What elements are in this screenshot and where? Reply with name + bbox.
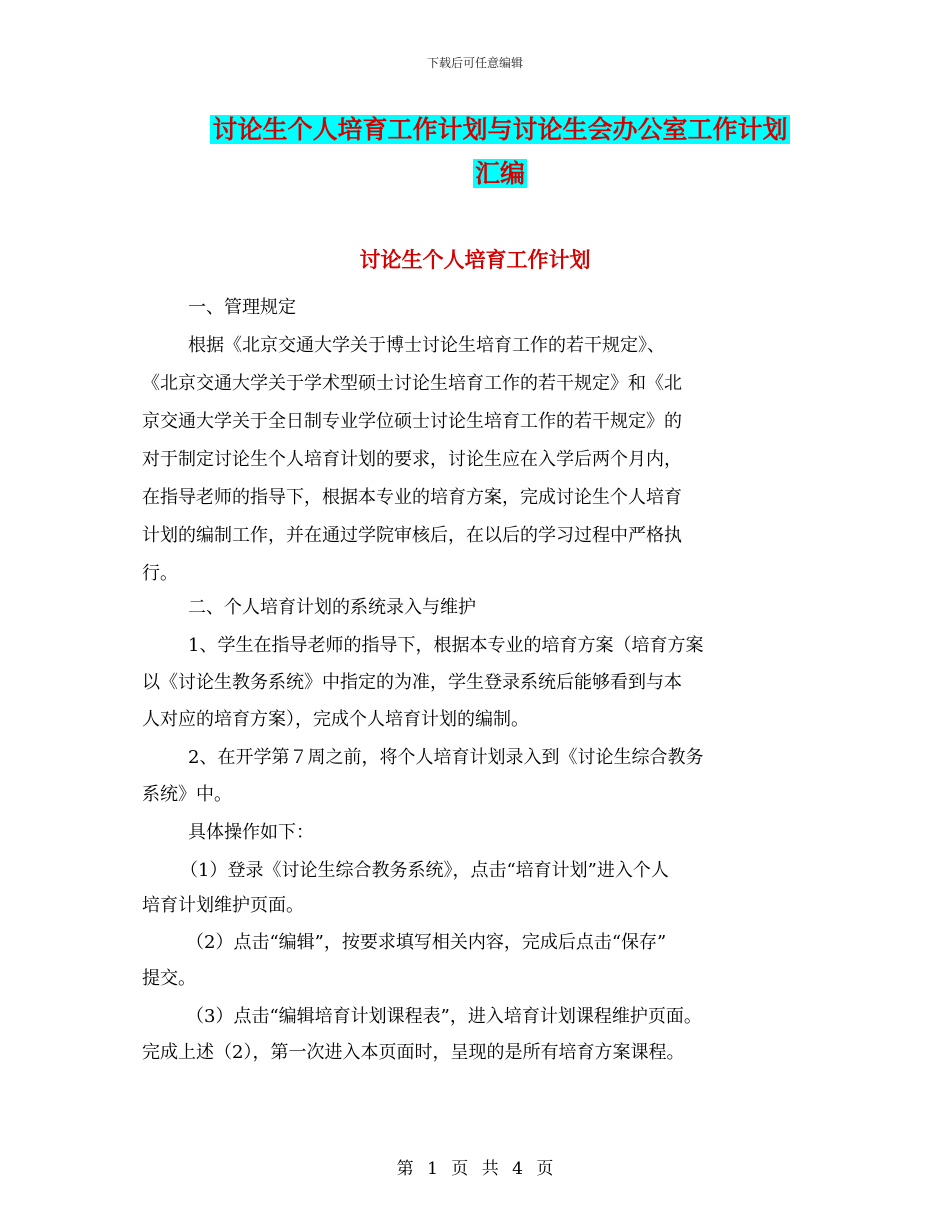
- heading-management: 一、管理规定: [188, 297, 296, 318]
- paragraph-line: 《北京交通大学关于学术型硕士讨论生培育工作的若干规定》和《北: [142, 373, 682, 394]
- paragraph-line: 根据《北京交通大学关于博士讨论生培育工作的若干规定》、: [188, 335, 665, 356]
- title-highlight: 汇编: [474, 159, 525, 188]
- paragraph-line: 培育计划维护页面。: [142, 895, 304, 916]
- paragraph-line: （1）登录《讨论生综合教务系统》，点击“培育计划”进入个人: [180, 860, 669, 881]
- paragraph-line: 以《讨论生教务系统》中指定的为准，学生登录系统后能够看到与本: [142, 672, 682, 693]
- paragraph-line: 1、学生在指导老师的指导下，根据本专业的培育方案（培育方案: [188, 635, 704, 656]
- paragraph-line: 人对应的培育方案），完成个人培育计划的编制。: [142, 709, 529, 730]
- paragraph-line: 对于制定讨论生个人培育计划的要求，讨论生应在入学后两个月内，: [142, 449, 682, 470]
- paragraph-line: 提交。: [142, 968, 196, 989]
- paragraph-line: （2）点击“编辑”，按要求填写相关内容，完成后点击“保存”: [186, 932, 667, 953]
- document-title-line2: [190, 152, 810, 196]
- paragraph-line: 系统》中。: [142, 784, 232, 805]
- document-title-line1: [190, 108, 810, 152]
- paragraph-line: 在指导老师的指导下，根据本专业的培育方案，完成讨论生个人培育: [142, 487, 682, 508]
- paragraph-line: 完成上述（2），第一次进入本页面时，呈现的是所有培育方案课程。: [142, 1042, 685, 1063]
- heading-system-entry: 二、个人培育计划的系统录入与维护: [188, 597, 476, 618]
- paragraph-line: （3）点击“编辑培育计划课程表”，进入培育计划课程维护页面。: [186, 1006, 702, 1027]
- section-title: 讨论生个人培育工作计划: [359, 247, 591, 272]
- page-footer: 第 1 页 共 4 页: [396, 1159, 554, 1179]
- title-highlight: 讨论生个人培育工作计划与讨论生会办公室工作计划: [212, 115, 788, 144]
- paragraph-line: 京交通大学关于全日制专业学位硕士讨论生培育工作的若干规定》的: [142, 411, 682, 432]
- paragraph-line: 计划的编制工作，并在通过学院审核后，在以后的学习过程中严格执: [142, 525, 682, 546]
- paragraph-line: 2、在开学第７周之前，将个人培育计划录入到《讨论生综合教务: [188, 747, 704, 768]
- paragraph-line: 行。: [142, 563, 178, 584]
- header-note: 下载后可任意编辑: [426, 56, 523, 70]
- paragraph-line: 具体操作如下：: [188, 822, 314, 843]
